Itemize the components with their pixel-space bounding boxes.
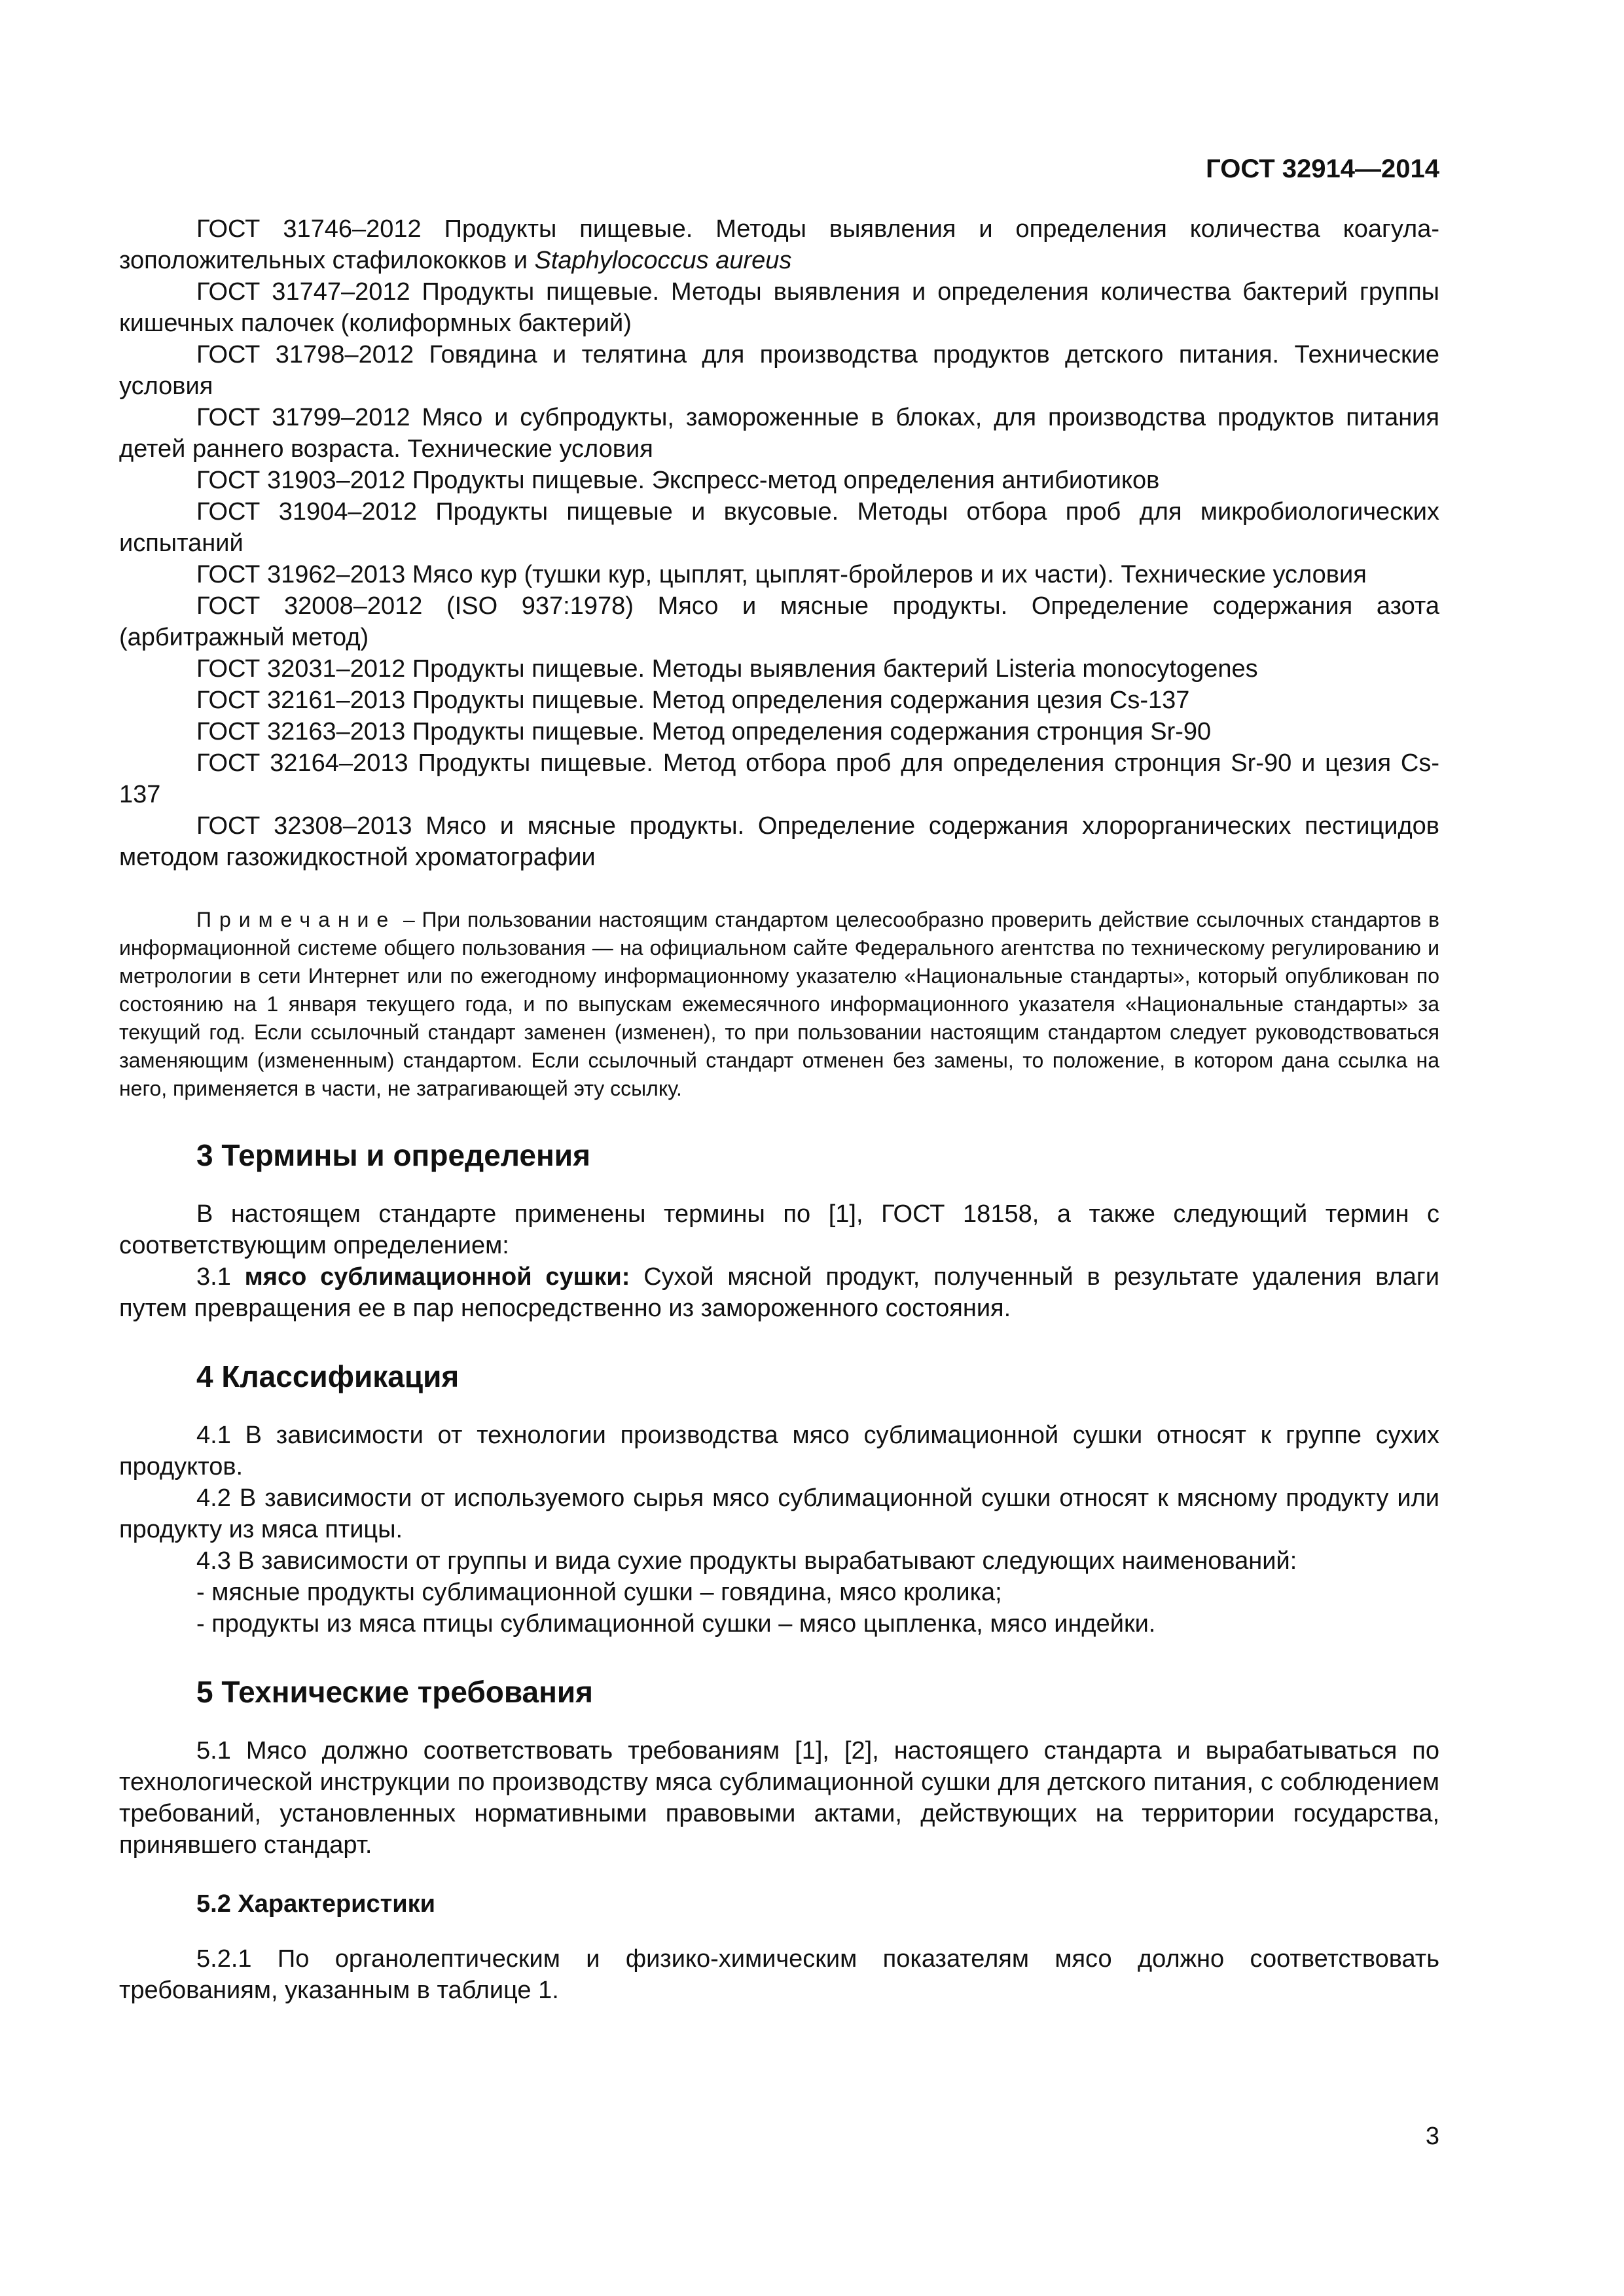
reference-item: ГОСТ 32308–2013 Мясо и мясные продукты. Определение содержания хлорорганических пестицидов методом газожидкостной хроматографии	[119, 812, 1439, 871]
reference-italic-text: Staphylococcus aureus	[534, 247, 792, 274]
reference-item: ГОСТ 31747–2012 Продукты пищевые. Методы выявления и определения количества бактерий группы кишечных палочек (колиформных бактерий)	[119, 278, 1439, 337]
subsection-5-2-title: 5.2 Характеристики	[196, 1890, 436, 1918]
reference-item: ГОСТ 32031–2012 Продукты пищевые. Методы выявления бактерий Listeria monocytogenes	[196, 655, 1258, 683]
section-3-intro: В настоящем стандарте применены термины по [1], ГОСТ 18158, а также следующий термин с соответствующим определением:	[119, 1200, 1439, 1259]
note-label: Примечание	[196, 908, 397, 931]
reference-item: ГОСТ 32161–2013 Продукты пищевые. Метод определения содержания цезия Cs-137	[196, 687, 1190, 714]
list-item: - мясные продукты сублимационной сушки – говядина, мясо кролика;	[196, 1579, 1002, 1606]
reference-item: ГОСТ 31798–2012 Говядина и телятина для производства продуктов детского питания. Технические условия	[119, 341, 1439, 400]
reference-text: ГОСТ 31746–2012 Продукты пищевые. Методы выявления и определения количества коагулазоположительных стафилококков и	[119, 215, 1439, 274]
clause-5-2-1: 5.2.1 По органолептическим и физико-химическим показателям мясо должно соответствовать требованиям, указанным в таблице 1.	[119, 1945, 1439, 2004]
term-text: Сухой мясной продукт, полученный в результате удаления влаги путем превращения ее в пар непосредственно из замороженного состояния.	[119, 1263, 1439, 1322]
reference-item: ГОСТ 32164–2013 Продукты пищевые. Метод отбора проб для определения стронция Sr-90 и цезия Cs-137	[119, 749, 1439, 808]
reference-item: ГОСТ 31903–2012 Продукты пищевые. Экспресс-метод определения антибиотиков	[196, 467, 1160, 494]
reference-item: ГОСТ 31904–2012 Продукты пищевые и вкусовые. Методы отбора проб для микробиологических испытаний	[119, 498, 1439, 557]
clause-4-3: 4.3 В зависимости от группы и вида сухие продукты вырабатывают следующих наименований:	[196, 1547, 1297, 1575]
note-block	[119, 906, 1439, 1103]
clause-5-1: 5.1 Мясо должно соответствовать требованиям [1], [2], настоящего стандарта и вырабатываться по технологической инструкции по производству мяса сублимационной сушки для детского питания, с соблюдением требований, установленных нормативными правовыми актами, действующих на территории государства, принявшего стандарт.	[119, 1737, 1439, 1859]
term-definition	[119, 1261, 1439, 1324]
section-3-title: 3 Термины и определения	[196, 1138, 590, 1172]
note-text: – При пользовании настоящим стандартом целесообразно проверить действие ссылочных стандартов в информационной системе общего пользования — на официальном сайте Федерального агентства по техническому регулированию и метрологии в сети Интернет или по ежегодному информационному указателю «Национальные стандарты», который опубликован по состоянию на 1 января текущего года, и по выпускам ежемесячного информационного указателя «Национальные стандарты» за текущий год. Если ссылочный стандарт заменен (изменен), то при пользовании настоящим стандартом следует руководствоваться заменяющим (измененным) стандартом. Если ссылочный стандарт отменен без замены, то положение, в котором дана ссылка на него, применяется в части, не затрагивающей эту ссылку.	[119, 908, 1439, 1100]
page-number: 3	[1425, 2123, 1439, 2150]
section-4-title: 4 Классификация	[196, 1359, 460, 1393]
term-name: мясо сублимационной сушки:	[244, 1263, 630, 1291]
reference-item	[119, 213, 1439, 276]
reference-item: ГОСТ 31799–2012 Мясо и субпродукты, замороженные в блоках, для производства продуктов питания детей раннего возраста. Технические условия	[119, 404, 1439, 463]
reference-item: ГОСТ 32163–2013 Продукты пищевые. Метод определения содержания стронция Sr-90	[196, 718, 1212, 745]
list-item: - продукты из мяса птицы сублимационной сушки – мясо цыпленка, мясо индейки.	[196, 1610, 1156, 1638]
clause-4-1: 4.1 В зависимости от технологии производства мясо сублимационной сушки относят к группе сухих продуктов.	[119, 1422, 1439, 1480]
term-number: 3.1	[196, 1263, 245, 1291]
reference-item: ГОСТ 31962–2013 Мясо кур (тушки кур, цыплят, цыплят-бройлеров и их части). Технические условия	[196, 561, 1367, 588]
document-header: ГОСТ 32914—2014	[1206, 154, 1439, 183]
normative-references-list	[119, 213, 1439, 873]
document-body	[119, 213, 1439, 2006]
section-5-title: 5 Технические требования	[196, 1675, 593, 1709]
clause-4-2: 4.2 В зависимости от используемого сырья мясо сублимационной сушки относят к мясному продукту или продукту из мяса птицы.	[119, 1484, 1439, 1543]
reference-item: ГОСТ 32008–2012 (ISO 937:1978) Мясо и мясные продукты. Определение содержания азота (арбитражный метод)	[119, 592, 1439, 651]
